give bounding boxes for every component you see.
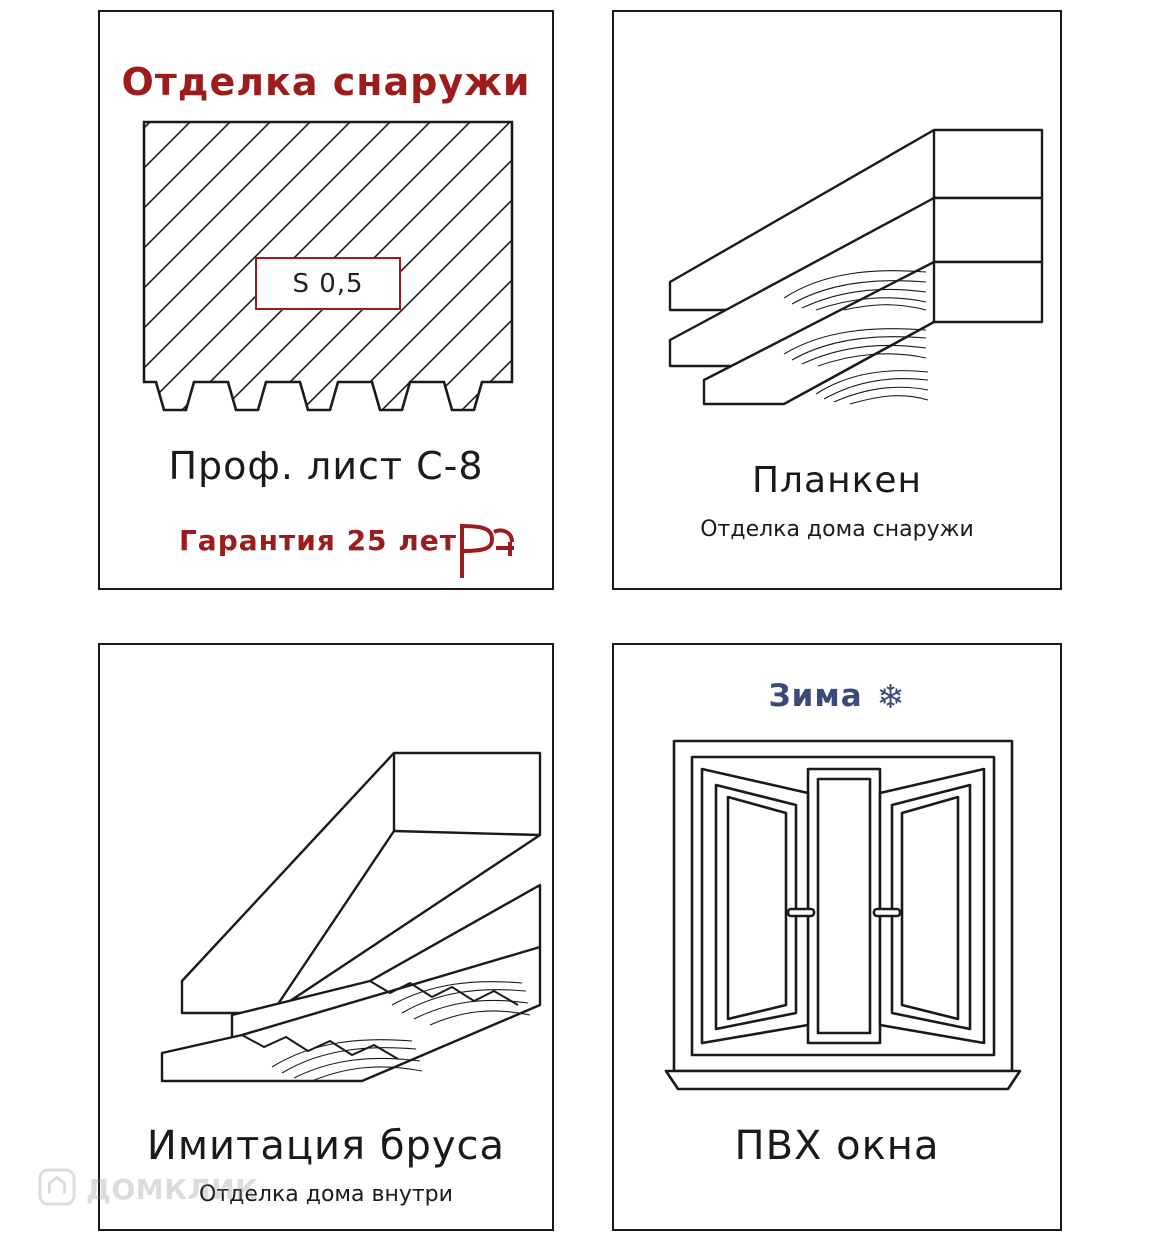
card-imitation-brusa[interactable] (98, 643, 554, 1231)
card-pvc-window[interactable] (612, 643, 1062, 1231)
watermark-text: ДОМКЛИК (86, 1172, 259, 1206)
card-heading-exterior-finish: Отделка снаружи (121, 60, 531, 104)
snowflake-icon: ❄ (876, 677, 906, 716)
card-prof-list[interactable] (98, 10, 554, 590)
card-subtitle-imitation-brusa: Отделка дома внутри (199, 1182, 453, 1207)
season-text: Зима (768, 678, 863, 714)
card-subtitle-planken: Отделка дома снаружи (700, 517, 974, 542)
domclick-logo-icon (38, 1168, 76, 1210)
card-title-prof-list: Проф. лист С-8 (168, 444, 484, 488)
imitation-beam-board-icon (122, 735, 542, 1115)
rst-certification-icon (452, 520, 518, 582)
card-title-imitation-brusa: Имитация бруса (146, 1123, 506, 1169)
card-planken[interactable] (612, 10, 1062, 590)
card-title-planken: Планкен (751, 460, 923, 501)
planken-board-icon (634, 122, 1044, 412)
watermark (38, 1168, 259, 1210)
card-title-pvc-window: ПВХ окна (734, 1123, 940, 1169)
thickness-badge: S 0,5 (255, 257, 401, 310)
pvc-window-icon (658, 733, 1028, 1103)
season-label (614, 677, 1060, 716)
guarantee-label: Гарантия 25 лет (178, 524, 458, 557)
